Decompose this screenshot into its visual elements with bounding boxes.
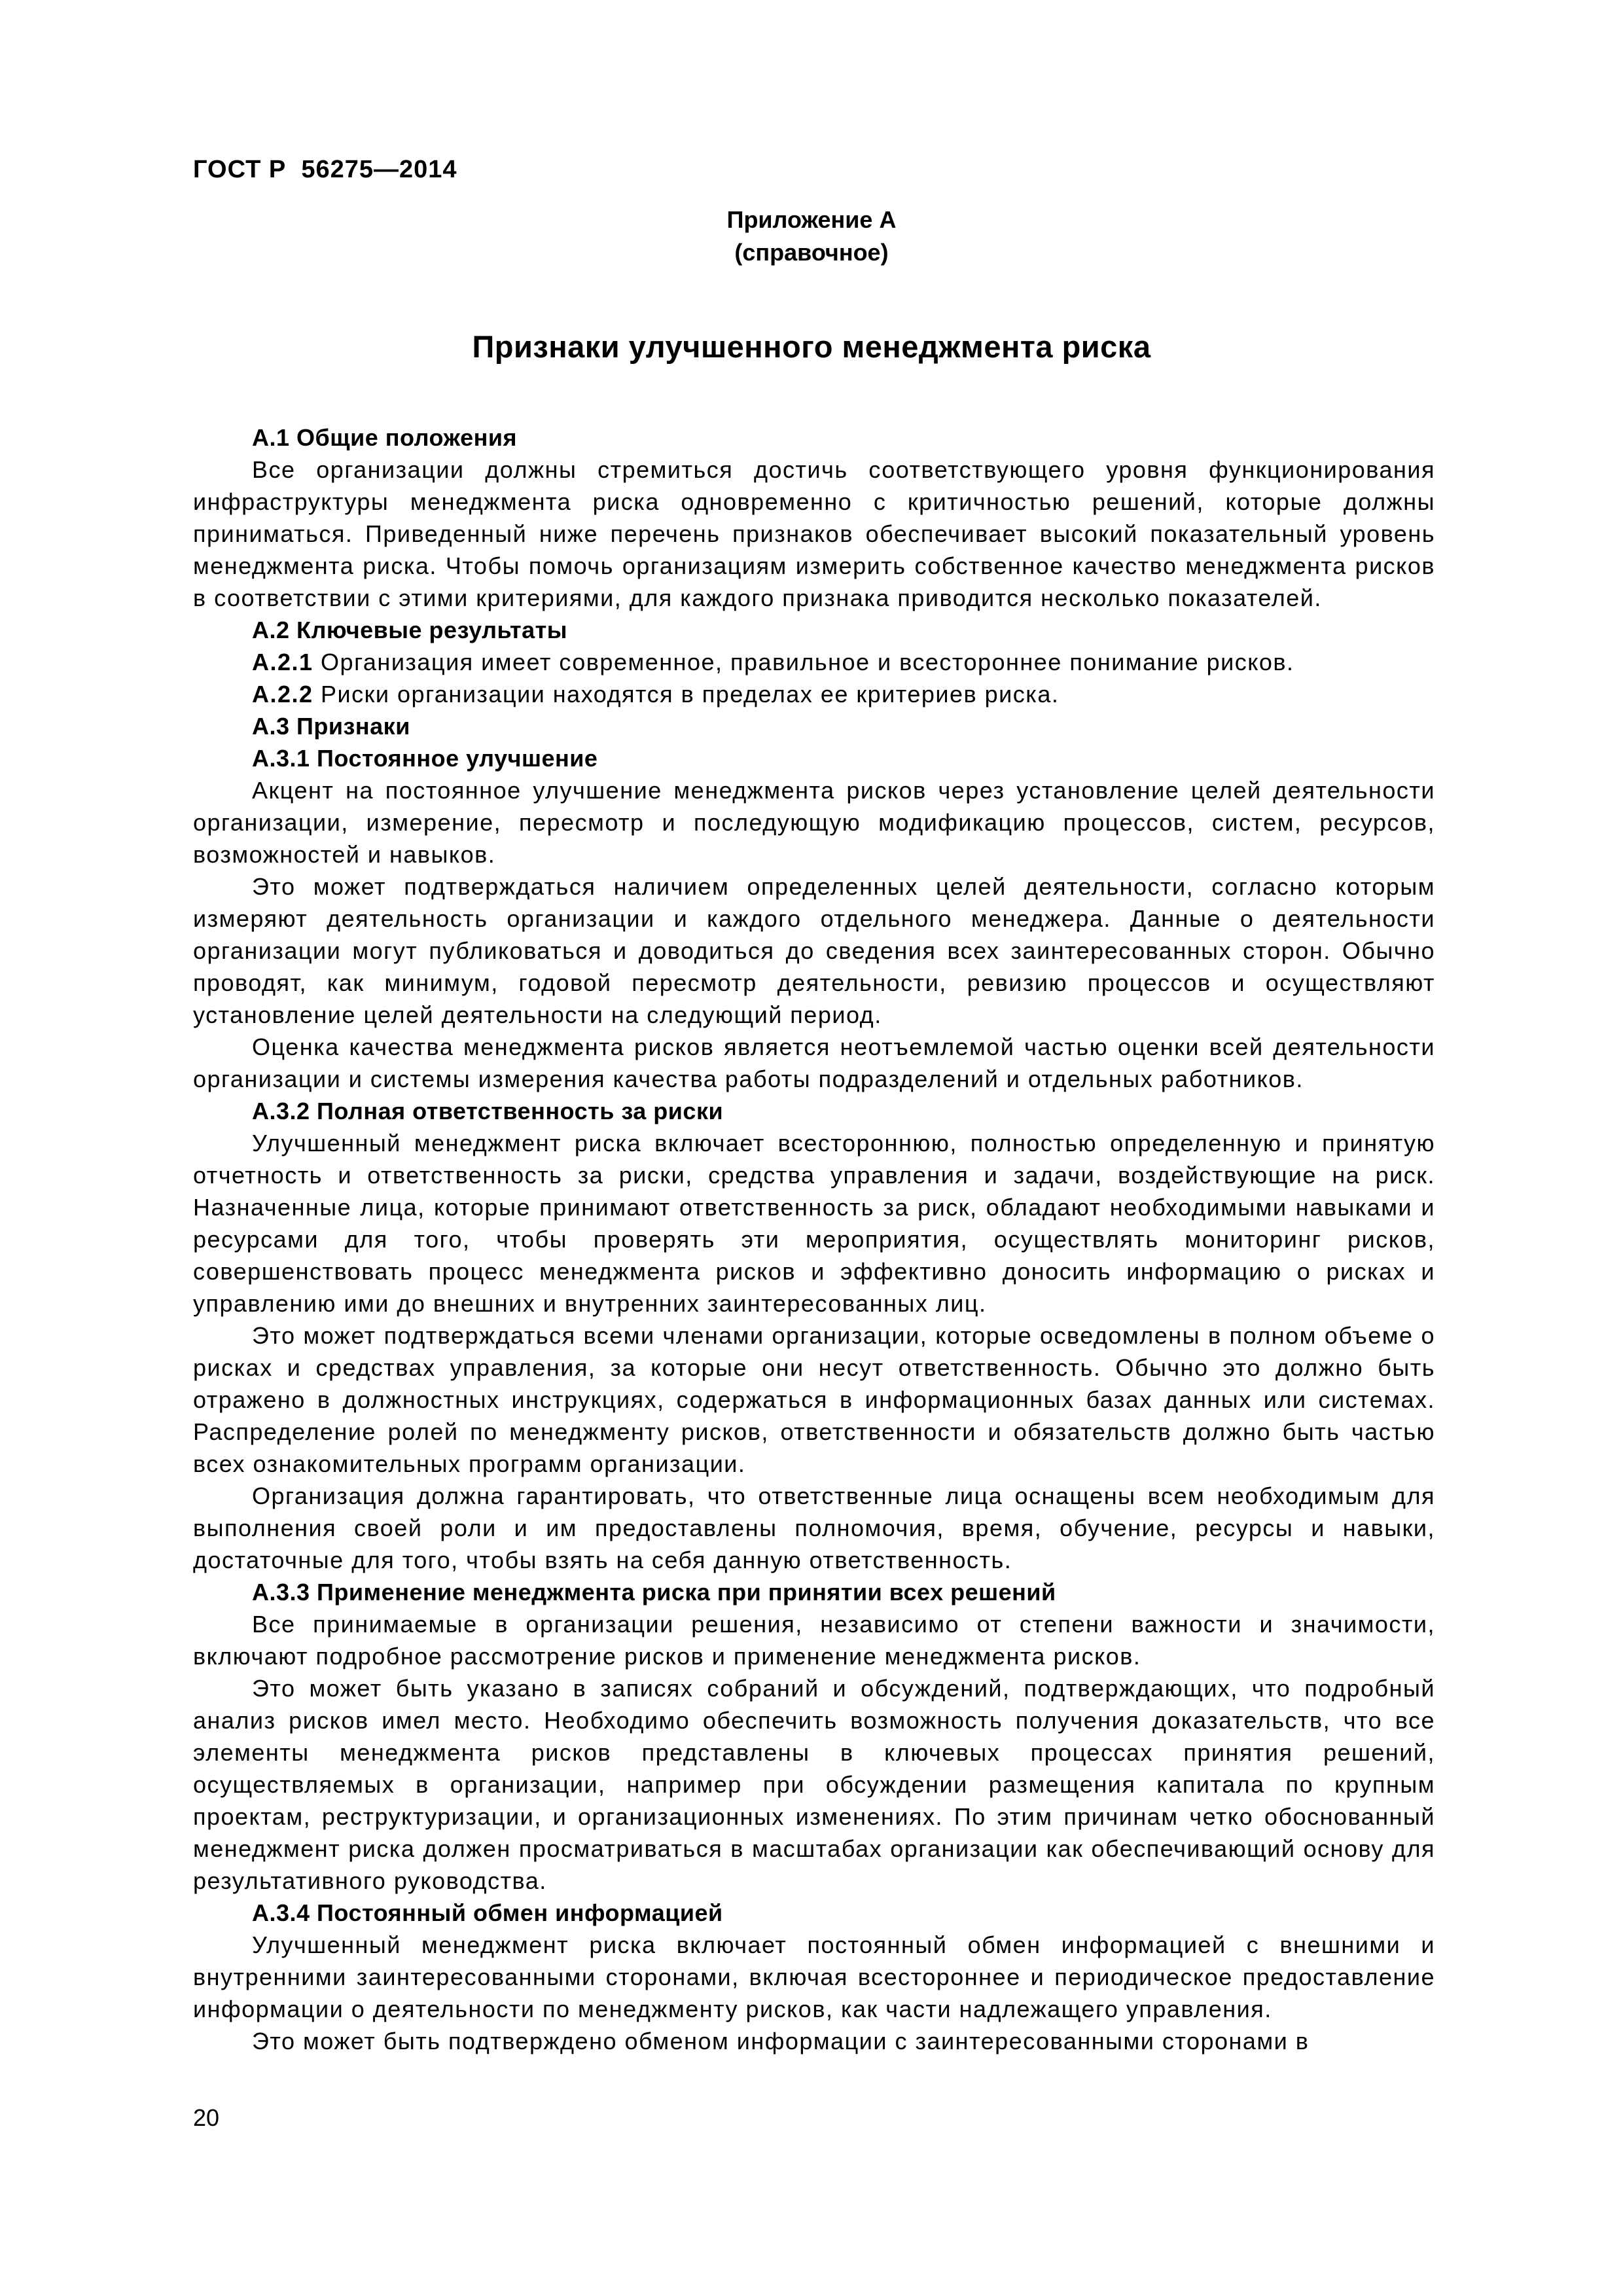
paragraph: Это может быть указано в записях собраний и обсуждений, подтверждающих, что подробный анализ рисков имел место. Необходимо обеспечить возможность получения доказательств, что все элементы менеджмента рисков представлены в ключевых процессах принятия решений, осуществляемых в организации, например при обсуждении размещения капитала по крупным проектам, реструктуризации, и организационных изменениях. По этим причинам четко обоснованный менеджмент риска должен просматриваться в масштабах организации как обеспечивающий основу для результативного руководства. — [193, 1675, 1435, 1894]
paragraph: А.2.1 Организация имеет современное, правильное и всестороннее понимание рисков. — [252, 649, 1294, 675]
paragraph: Улучшенный менеджмент риска включает всестороннюю, полностью определенную и принятую отчетность и ответственность за риски, средства управления и задачи, воздействующие на риск. Назначенные лица, которые принимают ответственность за риск, обладают необходимыми навыками и ресурсами для того, чтобы проверять эти мероприятия, осуществлять мониторинг рисков, совершенствовать процесс менеджмента рисков и эффективно доносить информацию о рисках и управлению ими до внешних и внутренних заинтересованных лиц. — [193, 1130, 1435, 1317]
page-number: 20 — [193, 2104, 220, 2131]
paragraph: Это может подтверждаться наличием определенных целей деятельности, согласно которым измеряют деятельность организации и каждого отдельного менеджера. Данные о деятельности организации могут публиковаться и доводиться до сведения всех заинтересованных сторон. Обычно проводят, как минимум, годовой пересмотр деятельности, ревизию процессов и осуществляют установление целей деятельности на следующий период. — [193, 873, 1435, 1028]
section-heading: А.1 Общие положения — [252, 424, 517, 451]
paragraph: Все принимаемые в организации решения, независимо от степени важности и значимости, включают подробное рассмотрение рисков и применение менеджмента рисков. — [193, 1611, 1435, 1670]
document-body — [193, 422, 1435, 2057]
document-code: ГОСТ Р 56275—2014 — [193, 156, 457, 183]
annex-label: Приложение А — [726, 206, 897, 233]
section-heading: А.3.3 Применение менеджмента риска при принятии всех решений — [252, 1579, 1056, 1605]
paragraph: Организация должна гарантировать, что ответственные лица оснащены всем необходимым для выполнения своей роли и им предоставлены полномочия, время, обучение, ресурсы и навыки, достаточные для того, чтобы взять на себя данную ответственность. — [193, 1482, 1435, 1573]
paragraph: Это может подтверждаться всеми членами организации, которые осведомлены в полном объеме о рисках и средствах управления, за которые они несут ответственность. Обычно это должно быть отражено в должностных инструкциях, содержаться в информационных базах данных или системах. Распределение ролей по менеджменту рисков, ответственности и обязательств должно быть частью всех ознакомительных программ организации. — [193, 1322, 1435, 1477]
item-number: А.2.2 — [252, 681, 321, 708]
section-heading: А.3.4 Постоянный обмен информацией — [252, 1899, 723, 1926]
item-number: А.2.1 — [252, 649, 321, 675]
section-heading: А.2 Ключевые результаты — [252, 617, 567, 643]
document-title: Признаки улучшенного менеджмента риска — [472, 329, 1151, 364]
section-heading: А.3.2 Полная ответственность за риски — [252, 1098, 724, 1124]
section-heading: А.3.1 Постоянное улучшение — [252, 745, 598, 772]
annex-subtitle: (справочное) — [734, 239, 889, 266]
paragraph: Акцент на постоянное улучшение менеджмента рисков через установление целей деятельности организации, измерение, пересмотр и последующую модификацию процессов, систем, ресурсов, возможностей и навыков. — [193, 777, 1435, 868]
section-heading: А.3 Признаки — [252, 713, 410, 740]
paragraph: А.2.2 Риски организации находятся в пределах ее критериев риска. — [252, 681, 1060, 708]
paragraph: Улучшенный менеджмент риска включает постоянный обмен информацией с внешними и внутренними заинтересованными сторонами, включая всестороннее и периодическое предоставление информации о деятельности по менеджменту рисков, как части надлежащего управления. — [193, 1931, 1435, 2022]
paragraph: Оценка качества менеджмента рисков является неотъемлемой частью оценки всей деятельности организации и системы измерения качества работы подразделений и отдельных работников. — [193, 1033, 1435, 1092]
paragraph: Все организации должны стремиться достичь соответствующего уровня функционирования инфраструктуры менеджмента риска одновременно с критичностью решений, которые должны приниматься. Приведенный ниже перечень признаков обеспечивает высокий показательный уровень менеджмента риска. Чтобы помочь организациям измерить собственное качество менеджмента рисков в соответствии с этими критериями, для каждого признака приводится несколько показателей. — [193, 456, 1435, 611]
paragraph: Это может быть подтверждено обменом информации с заинтересованными сторонами в — [252, 2028, 1310, 2054]
